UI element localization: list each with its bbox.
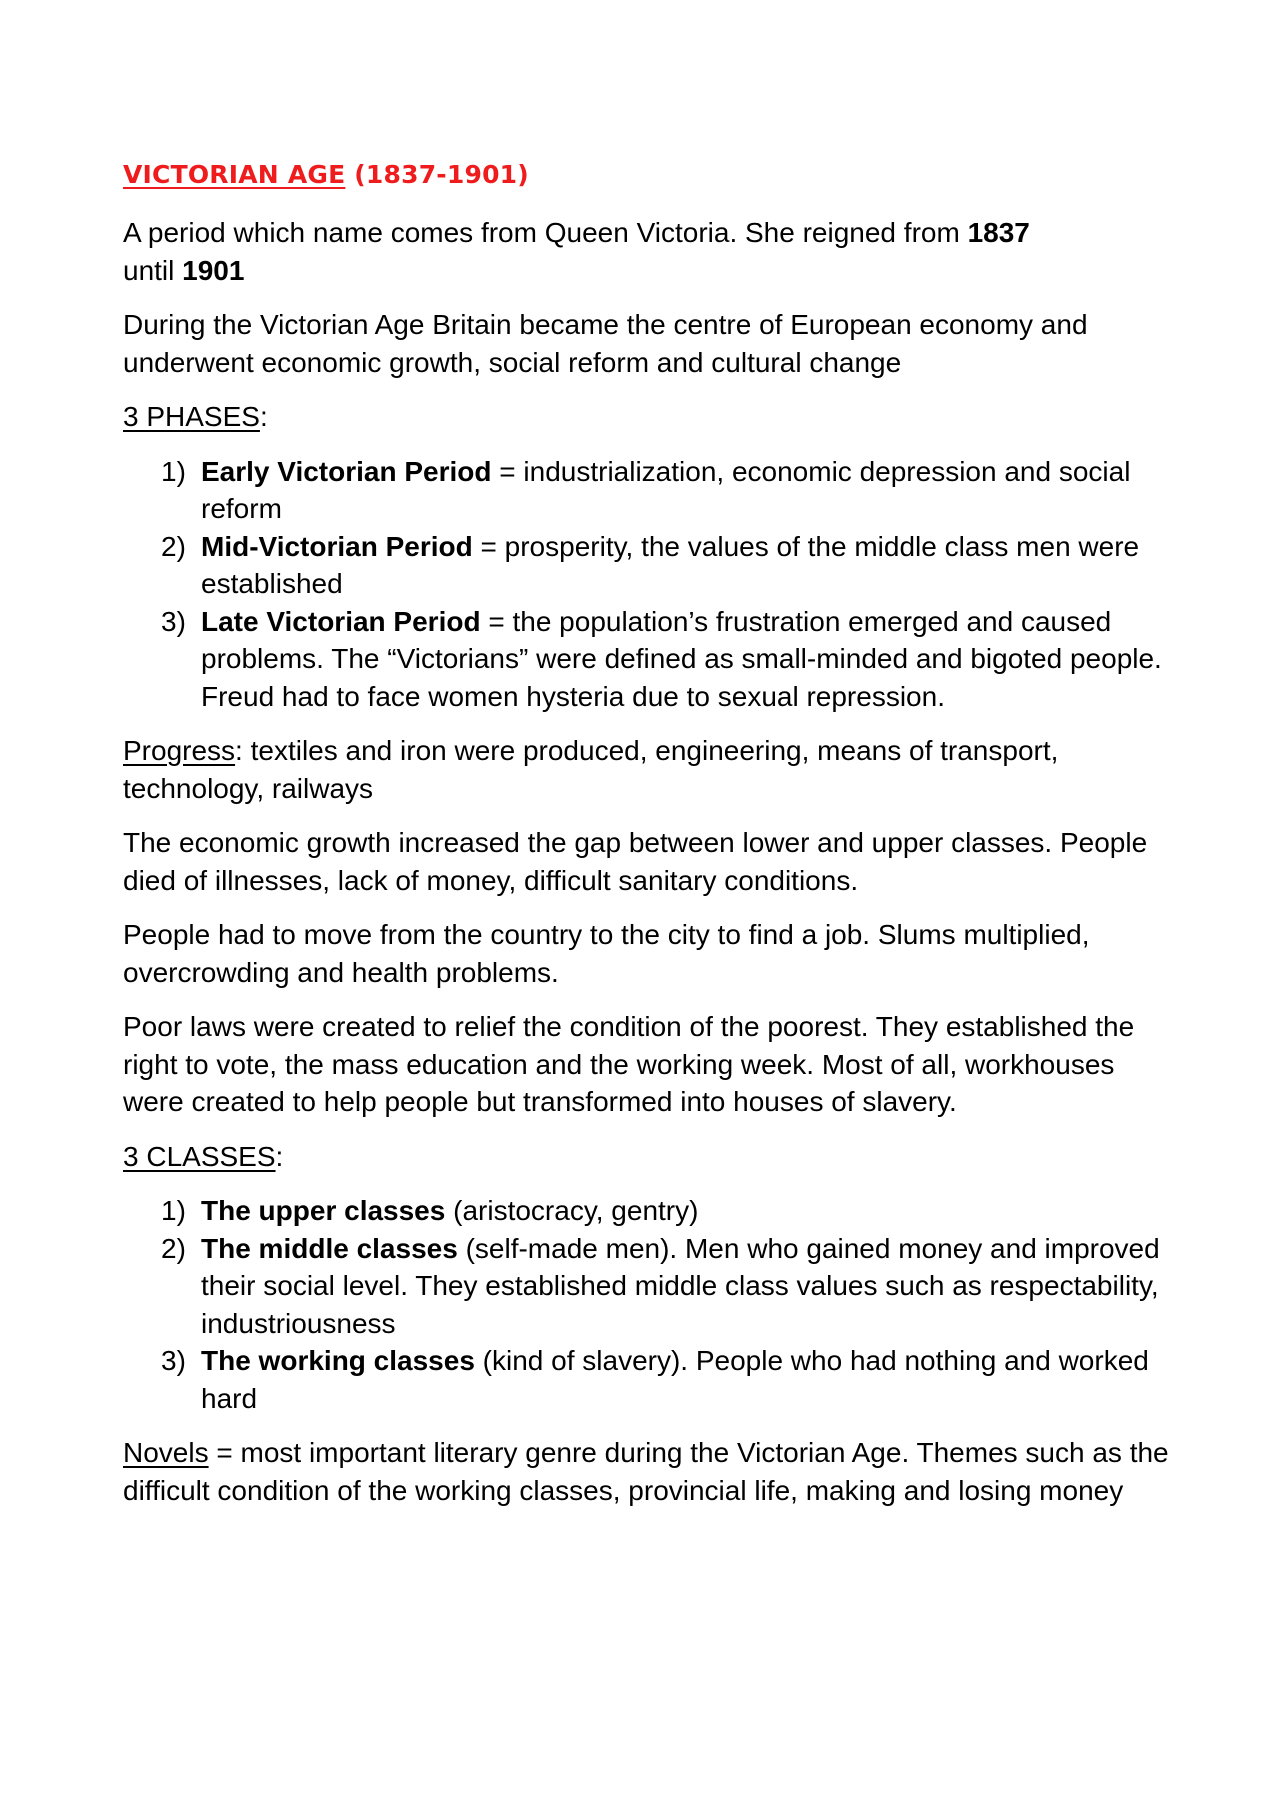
list-item [123, 528, 1173, 603]
phases-heading-label: 3 PHASES [123, 401, 260, 432]
novels-paragraph [123, 1434, 1173, 1509]
list-term: Mid-Victorian Period [201, 530, 473, 562]
list-term: The middle classes [201, 1232, 458, 1264]
phases-list [123, 453, 1173, 716]
end-year: 1901 [182, 254, 245, 286]
phases-heading [123, 398, 1173, 436]
progress-paragraph [123, 732, 1173, 807]
classes-heading-colon: : [275, 1140, 284, 1172]
classes-heading-label: 3 CLASSES [123, 1140, 276, 1172]
novels-label: Novels [123, 1437, 209, 1468]
gap-paragraph: The economic growth increased the gap between lower and upper classes. People died of illnesses, lack of money, difficult sanitary conditions. [123, 827, 1148, 896]
list-desc: (aristocracy, gentry) [445, 1195, 699, 1226]
list-desc: = industrialization, economic depression and social reform [201, 455, 1131, 524]
intro-paragraph [123, 214, 1173, 289]
list-desc: = prosperity, the values of the middle class men were established [201, 530, 1140, 599]
list-number: 3) [161, 605, 186, 637]
classes-list [123, 1192, 1173, 1417]
title-main: VICTORIAN AGE [123, 160, 346, 189]
economy-paragraph: During the Victorian Age Britain became the centre of European economy and underwent economic growth, social reform and cultural change [123, 309, 1088, 378]
list-item [123, 1192, 1173, 1230]
progress-label: Progress [123, 735, 236, 766]
list-term: Late Victorian Period [201, 605, 481, 637]
list-number: 1) [161, 455, 186, 487]
list-item [123, 1230, 1173, 1343]
list-desc: (kind of slavery). People who had nothing and worked hard [201, 1345, 1149, 1414]
intro-until: until [123, 254, 183, 286]
intro-text: A period which name comes from Queen Victoria. She reigned from [123, 217, 968, 248]
novels-text: = most important literary genre during the Victorian Age. Themes such as the difficult condition of the working classes, provincial life, making and losing money [123, 1437, 1169, 1506]
list-term: Early Victorian Period [201, 455, 492, 487]
document-body [123, 150, 1173, 1526]
list-desc: = the population’s frustration emerged and caused problems. The “Victorians” were defined as small-minded and bigoted people. Freud had to face women hysteria due to sexual repression. [201, 605, 1162, 712]
list-term: The working classes [201, 1345, 475, 1376]
list-item [123, 603, 1173, 716]
list-item [123, 1342, 1173, 1417]
list-number: 2) [161, 1232, 186, 1264]
list-number: 3) [161, 1345, 186, 1376]
phases-heading-colon: : [259, 401, 268, 432]
title-dates: (1837-1901) [354, 160, 529, 189]
list-number: 2) [161, 530, 186, 562]
move-paragraph: People had to move from the country to the city to find a job. Slums multiplied, overcrowding and health problems. [123, 919, 1090, 988]
list-desc: (self-made men). Men who gained money and improved their social level. They established middle class values such as respectability, industriousness [201, 1232, 1160, 1339]
list-item [123, 453, 1173, 528]
page-title [123, 150, 1173, 200]
poor-laws-paragraph: Poor laws were created to relief the condition of the poorest. They established the right to vote, the mass education and the working week. Most of all, workhouses were created to help people but transformed into houses of slavery. [123, 1011, 1135, 1117]
list-term: The upper classes [201, 1195, 446, 1226]
progress-text: : textiles and iron were produced, engineering, means of transport, technology, railways [123, 735, 1059, 804]
start-year: 1837 [967, 217, 1030, 248]
classes-heading [123, 1138, 1173, 1176]
list-number: 1) [161, 1195, 186, 1226]
